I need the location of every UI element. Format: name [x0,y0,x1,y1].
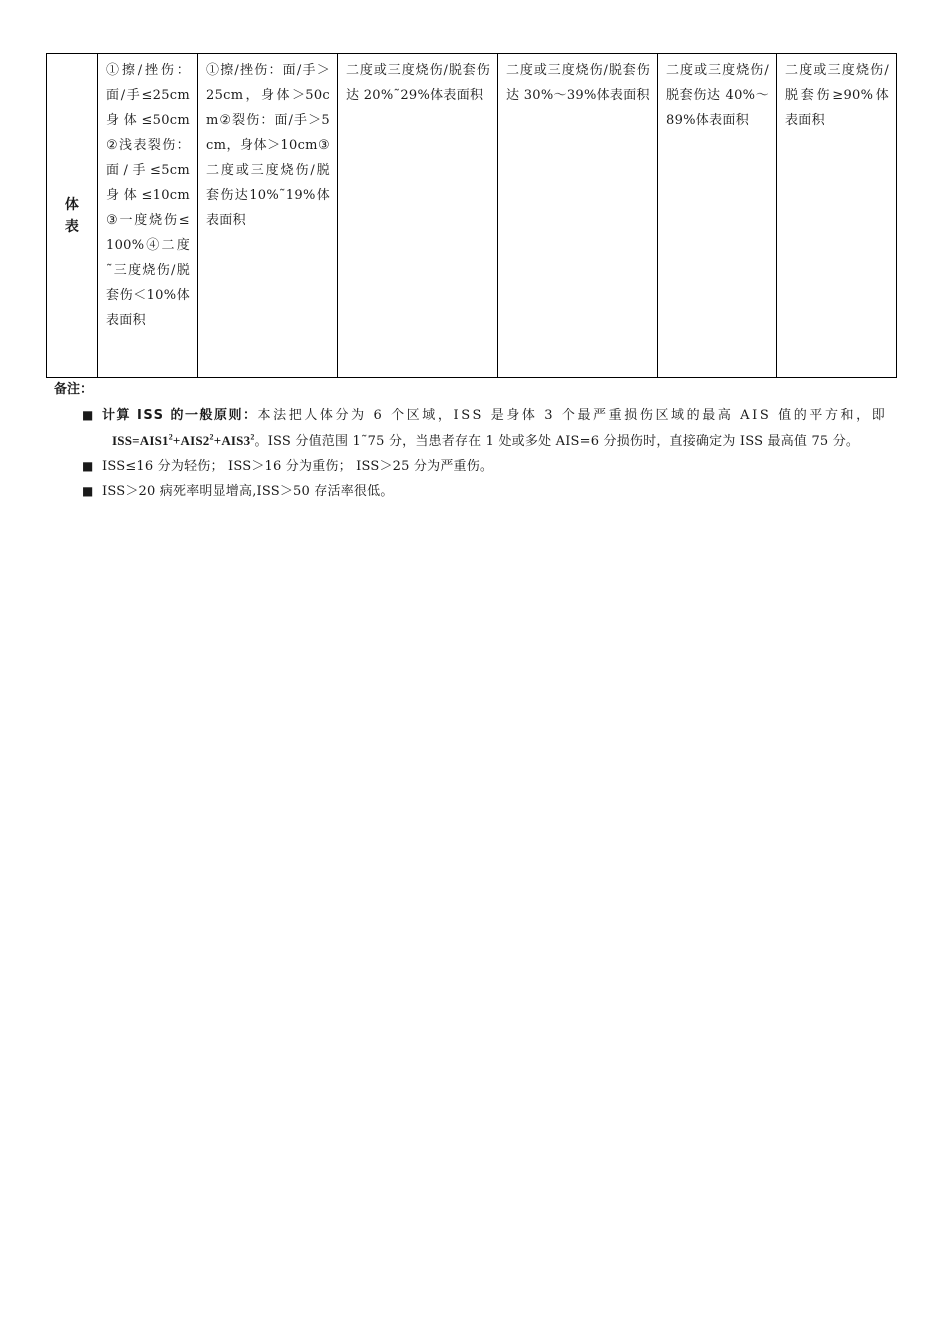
square-bullet-icon: ■ [82,459,94,473]
ais-level-3-cell: 二度或三度烧伤/脱套伤达 20%˜29%体表面积 [338,54,498,378]
note-item-iss-principle [54,403,892,454]
note-item-severity [54,454,892,479]
ais-level-5-cell: 二度或三度烧伤/脱套伤达 40%～89%体表面积 [658,54,777,378]
notes-title: 备注： [54,382,94,397]
note-lead-text: 计算 ISS 的一般原则： [102,408,258,423]
region-label-char: 表 [64,218,80,235]
ais-level-1-cell: ①擦/挫伤：面/手≤25cm 身体≤50cm②浅表裂伤：面/手≤5cm 身体≤10cm③一度烧伤≤100%④二度˜三度烧伤/脱套伤＜10%体表面积 [98,54,198,378]
note-body-text: ISS≤16 分为轻伤； ISS＞16 分为重伤； ISS＞25 分为严重伤。 [102,459,494,474]
formula-term: ISS=AIS1 [112,433,169,448]
note-tail-text: 。ISS 分值范围 1˜75 分，当患者存在 1 处或多处 AIS=6 分损伤时，直接确定为 ISS 最高值 75 分。 [254,434,860,449]
ais-level-4-cell: 二度或三度烧伤/脱套伤达 30%～39%体表面积 [498,54,658,378]
square-bullet-icon: ■ [82,408,94,422]
square-bullet-icon: ■ [82,484,94,498]
iss-formula-line [102,434,859,449]
formula-term: +AIS2 [172,433,210,448]
notes-section [54,379,904,504]
iss-formula [112,433,255,448]
ais-level-6-cell: 二度或三度烧伤/脱套伤≥90%体表面积 [777,54,897,378]
formula-superscript: 2 [209,432,214,442]
note-body-text: 本法把人体分为 6 个区域，ISS 是身体 3 个最严重损伤区域的最高 AIS 值的平方和，即 [257,408,888,423]
ais-body-surface-table [46,53,897,378]
formula-term: +AIS3 [213,433,251,448]
table-row [47,54,897,378]
formula-superscript: 2 [250,432,255,442]
region-label-char: 体 [64,196,80,213]
note-item-mortality [54,479,892,504]
region-label-cell [47,54,98,378]
note-body-text: ISS＞20 病死率明显增高,ISS＞50 存活率很低。 [102,484,394,499]
ais-level-2-cell: ①擦/挫伤：面/手＞25cm，身体＞50cm②裂伤：面/手＞5cm，身体＞10cm③二度或三度烧伤/脱套伤达10%˜19%体表面积 [198,54,338,378]
formula-superscript: 2 [168,432,173,442]
